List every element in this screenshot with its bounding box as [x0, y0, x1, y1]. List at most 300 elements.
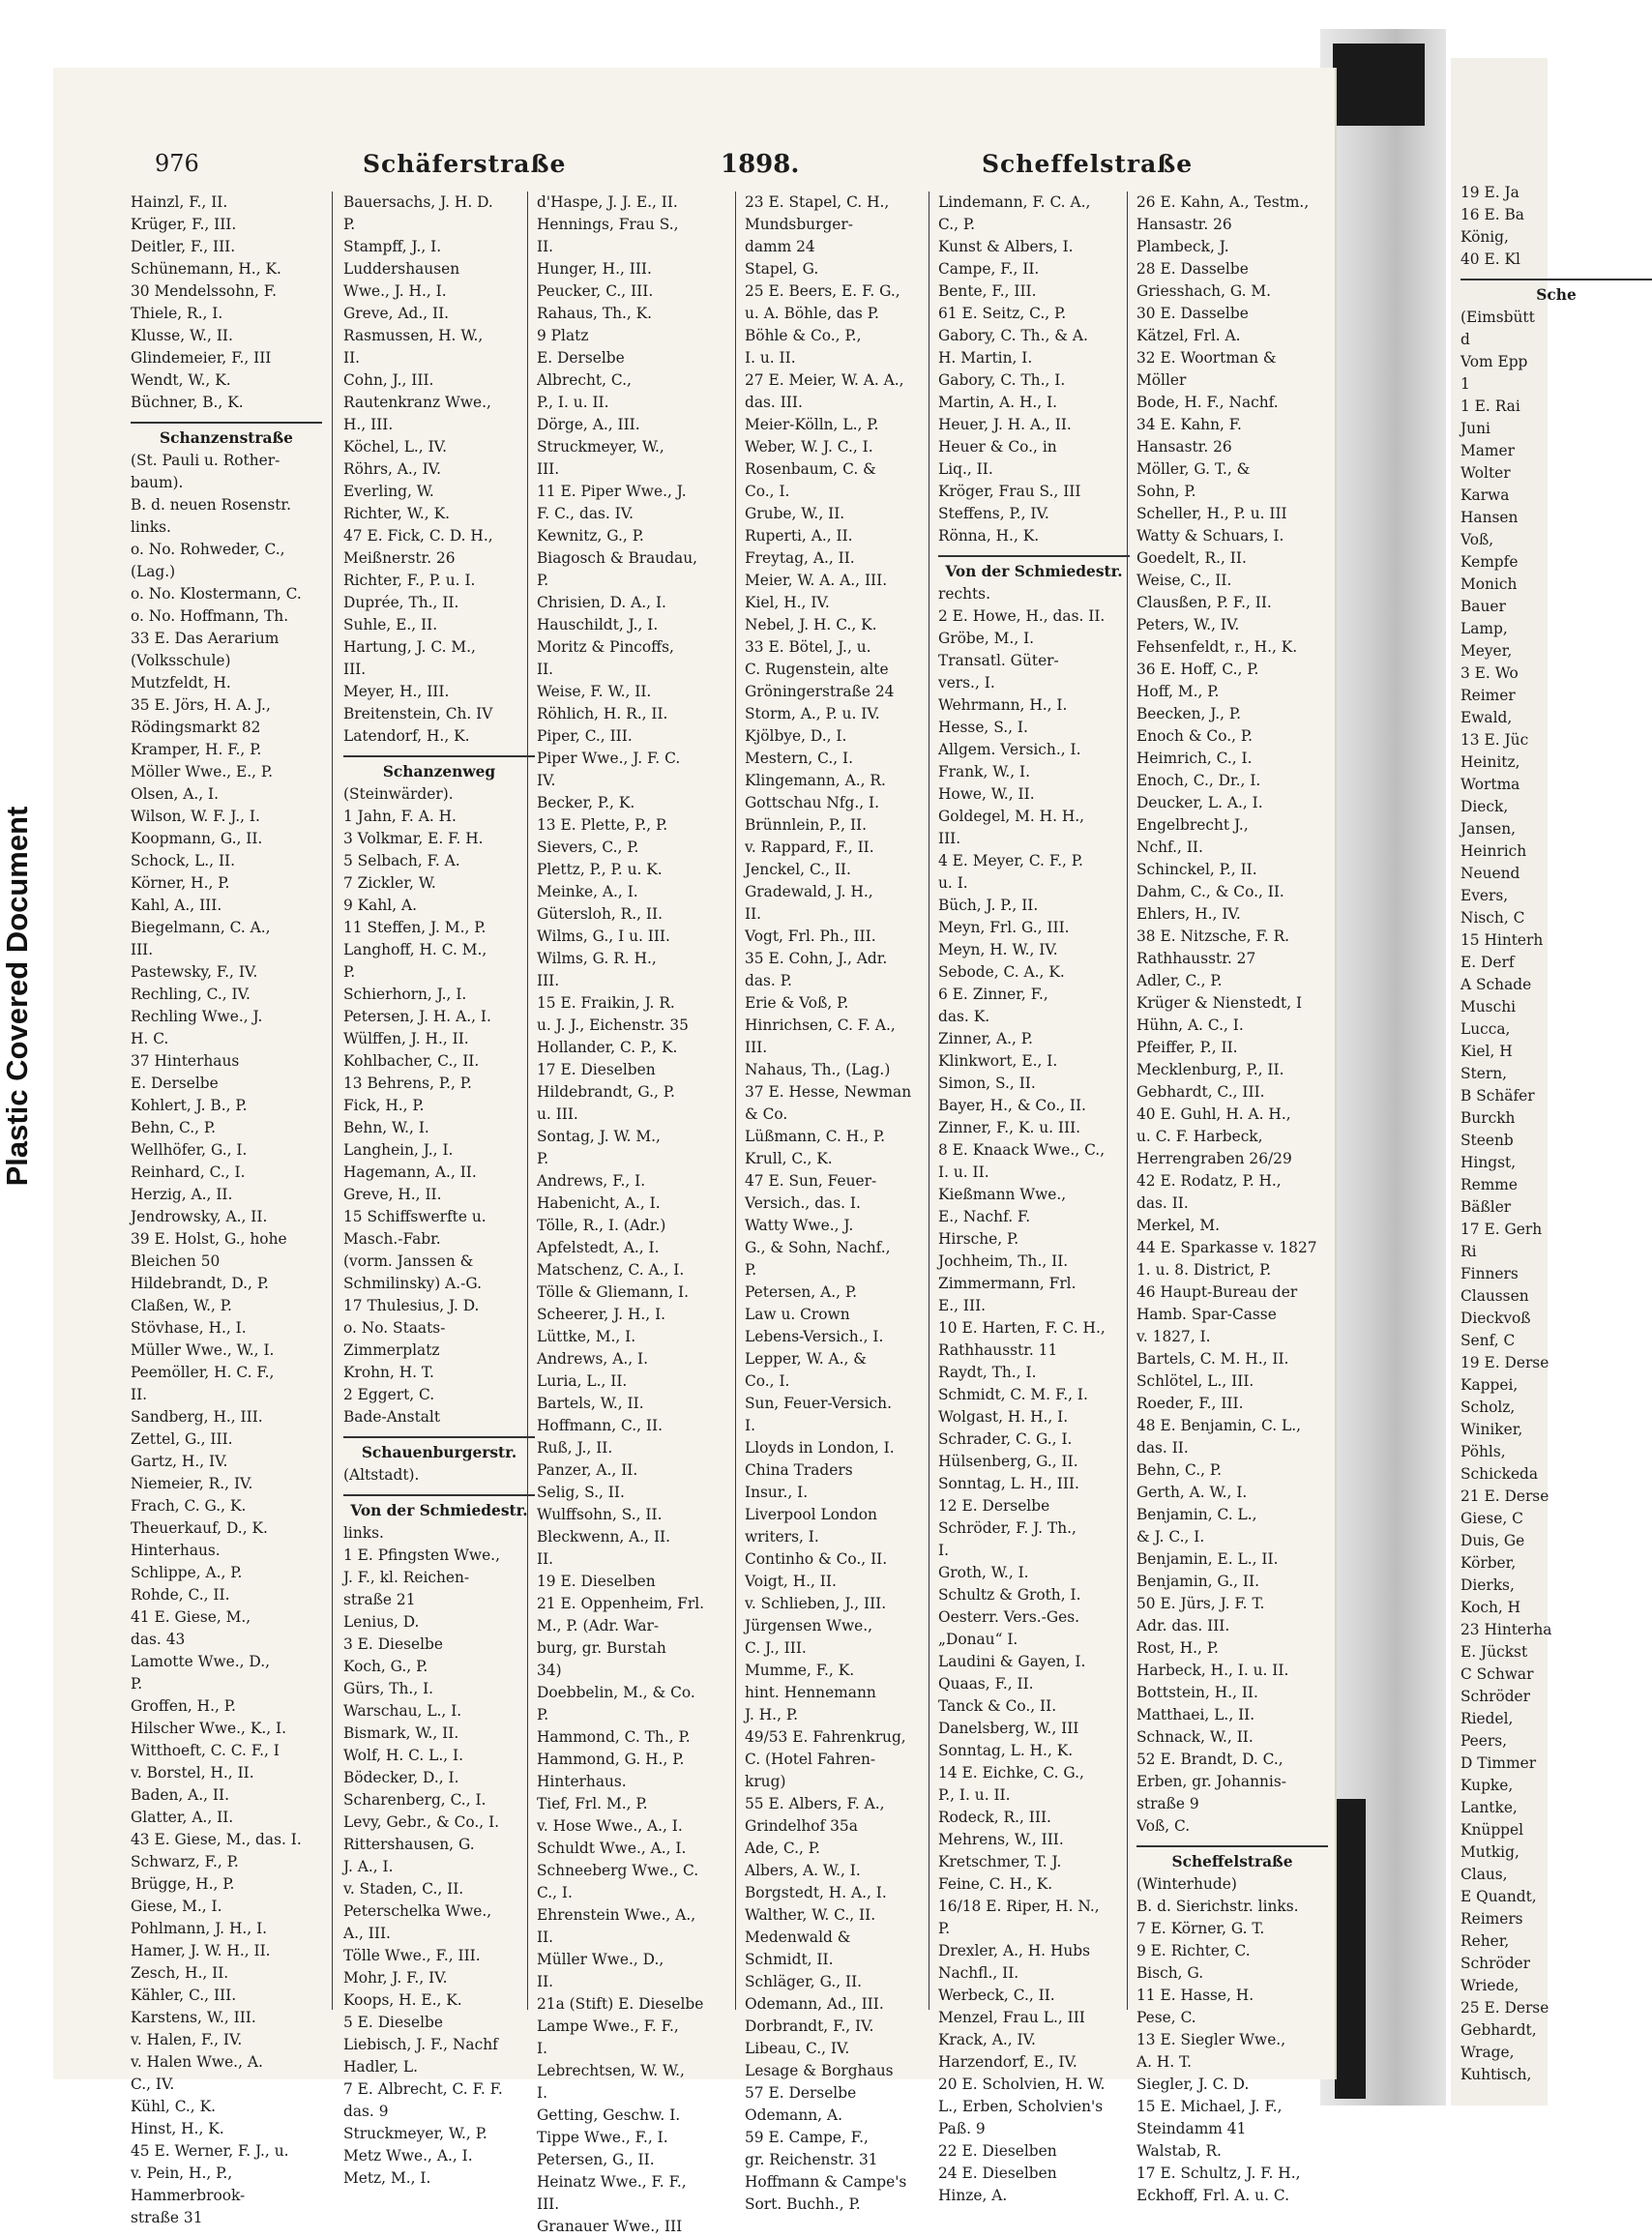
- directory-entry: links.: [343, 1524, 384, 1542]
- directory-entry: Struckmeyer, W.,: [537, 438, 664, 456]
- directory-entry: 14 E. Eichke, C. G.,: [938, 1764, 1084, 1782]
- directory-entry: Odemann, Ad., III.: [745, 1995, 884, 2013]
- directory-entry: Weise, C., II.: [1136, 572, 1232, 589]
- directory-entry: 50 E. Jürs, J. F. T.: [1136, 1595, 1265, 1612]
- directory-entry: F. C., das. IV.: [537, 505, 634, 522]
- directory-entry: Frank, W., I.: [938, 763, 1031, 780]
- directory-entry: Laudini & Gayen, I.: [938, 1653, 1086, 1670]
- directory-entry: P., I. u. II.: [938, 1786, 1011, 1804]
- directory-entry: Simon, S., II.: [938, 1075, 1036, 1092]
- directory-entry: Meyn, H. W., IV.: [938, 941, 1058, 958]
- directory-entry: Nisch, C: [1460, 909, 1525, 927]
- directory-entry: 40 E. Kl: [1460, 250, 1520, 268]
- directory-entry: (St. Pauli u. Rother-: [131, 452, 280, 469]
- directory-entry: Mestern, C., I.: [745, 750, 853, 767]
- directory-entry: Bleichen 50: [131, 1252, 221, 1270]
- directory-entry: Bisch, G.: [1136, 1964, 1204, 1982]
- directory-entry: E. Derf: [1460, 954, 1515, 971]
- directory-entry: Bartels, C. M. H., II.: [1136, 1350, 1289, 1368]
- directory-entry: III.: [537, 972, 560, 989]
- directory-entry: 34): [537, 1662, 562, 1679]
- directory-entry: Stapel, G.: [745, 260, 819, 278]
- directory-entry: Adler, C., P.: [1136, 972, 1223, 989]
- directory-entry: Libeau, C., IV.: [745, 2040, 850, 2057]
- directory-entry: 46 Haupt-Bureau der: [1136, 1283, 1298, 1301]
- directory-entry: Rodeck, R., III.: [938, 1809, 1051, 1826]
- directory-entry: Medenwald &: [745, 1929, 851, 1946]
- directory-entry: Merkel, M.: [1136, 1217, 1221, 1234]
- directory-entry: Plambeck, J.: [1136, 238, 1229, 255]
- directory-entry: Danelsberg, W., III: [938, 1720, 1079, 1737]
- directory-entry: 10 E. Harten, F. C. H.,: [938, 1319, 1106, 1337]
- directory-entry: 23 Hinterha: [1460, 1621, 1552, 1638]
- directory-entry: Petersen, A., P.: [745, 1283, 858, 1301]
- directory-entry: 2 Eggert, C.: [343, 1386, 435, 1403]
- directory-entry: Lenius, D.: [343, 1613, 420, 1631]
- directory-entry: Claussen: [1460, 1287, 1529, 1305]
- directory-entry: Hauschildt, J., I.: [537, 616, 659, 633]
- directory-entry: o. No. Staats-: [343, 1319, 446, 1337]
- directory-entry: Lüttke, M., I.: [537, 1328, 636, 1345]
- directory-entry: 13 E. Plette, P., P.: [537, 816, 668, 834]
- scanner-edge-top: [1333, 44, 1425, 126]
- directory-entry: Gütersloh, R., II.: [537, 905, 663, 923]
- directory-entry: Vom Epp: [1460, 353, 1528, 370]
- directory-entry: „Donau“ I.: [938, 1631, 1018, 1648]
- directory-entry: Rechling, C., IV.: [131, 986, 251, 1003]
- directory-entry: Rödingsmarkt 82: [131, 719, 261, 736]
- directory-entry: 16/18 E. Riper, H. N.,: [938, 1898, 1100, 1915]
- directory-entry: Petersen, G., II.: [537, 2151, 655, 2168]
- directory-entry: Kohlert, J. B., P.: [131, 1097, 248, 1114]
- section-heading: Schanzenstraße: [131, 422, 322, 450]
- directory-entry: (Eimsbütt: [1460, 309, 1535, 326]
- directory-entry: 26 E. Kahn, A., Testm.,: [1136, 193, 1310, 211]
- directory-entry: Tölle, R., I. (Adr.): [537, 1217, 666, 1234]
- directory-entry: 1 E. Rai: [1460, 398, 1520, 415]
- directory-entry: Glatter, A., II.: [131, 1809, 234, 1826]
- directory-entry: Drexler, A., H. Hubs: [938, 1942, 1091, 1959]
- directory-entry: Raydt, Th., I.: [938, 1364, 1037, 1381]
- directory-entry: Sonntag, L. H., K.: [938, 1742, 1074, 1759]
- directory-entry: Benjamin, G., II.: [1136, 1573, 1259, 1590]
- directory-entry: C., I.: [537, 1884, 573, 1901]
- directory-entry: 42 E. Rodatz, P. H.,: [1136, 1172, 1282, 1190]
- directory-entry: M., P. (Adr. War-: [537, 1617, 660, 1634]
- directory-entry: Rathhausstr. 27: [1136, 950, 1256, 967]
- directory-entry: Dierks,: [1460, 1576, 1515, 1594]
- directory-entry: Winiker,: [1460, 1421, 1523, 1438]
- page-header: [53, 150, 1243, 189]
- directory-entry: Scharenberg, C., I.: [343, 1791, 487, 1809]
- directory-entry: Gradewald, J. H.,: [745, 883, 873, 900]
- directory-entry: Bäßler: [1460, 1198, 1512, 1216]
- directory-entry: Bismark, W., II.: [343, 1724, 459, 1742]
- directory-entry: Andrews, A., I.: [537, 1350, 648, 1368]
- directory-entry: Grube, W., II.: [745, 505, 845, 522]
- directory-entry: Riedel,: [1460, 1710, 1514, 1727]
- directory-entry: Meyer, H., III.: [343, 683, 450, 700]
- directory-entry: Schmidt, C. M. F., I.: [938, 1386, 1088, 1403]
- directory-entry: 21a (Stift) E. Dieselbe: [537, 1995, 704, 2013]
- directory-entry: Kiel, H., IV.: [745, 594, 830, 611]
- directory-entry: Granauer Wwe., III: [537, 2218, 683, 2235]
- directory-entry: Hansastr. 26: [1136, 216, 1232, 233]
- directory-entry: Koch, H: [1460, 1599, 1521, 1616]
- column-divider: [332, 191, 333, 2010]
- directory-entry: Wolter: [1460, 464, 1511, 482]
- directory-entry: P.: [343, 216, 356, 233]
- directory-entry: Meyer,: [1460, 642, 1513, 660]
- directory-entry: Hoffmann, C., II.: [537, 1417, 663, 1434]
- directory-entry: Reimers: [1460, 1910, 1523, 1928]
- directory-entry: Weise, F. W., II.: [537, 683, 652, 700]
- directory-entry: E. Jückst: [1460, 1643, 1528, 1661]
- directory-entry: Chrisien, D. A., I.: [537, 594, 666, 611]
- directory-entry: Vogt, Frl. Ph., III.: [745, 928, 876, 945]
- directory-entry: Nahaus, Th., (Lag.): [745, 1061, 891, 1078]
- directory-entry: Kähler, C., III.: [131, 1987, 237, 2004]
- directory-entry: Erie & Voß, P.: [745, 994, 849, 1012]
- directory-entry: Behn, C., P.: [1136, 1461, 1223, 1479]
- directory-entry: Herrengraben 26/29: [1136, 1150, 1292, 1167]
- directory-entry: 25 E. Derse: [1460, 1999, 1549, 2017]
- directory-entry: Panzer, A., II.: [537, 1461, 638, 1479]
- directory-entry: 13 Behrens, P., P.: [343, 1075, 472, 1092]
- directory-entry: Hammond, G. H., P.: [537, 1751, 685, 1768]
- directory-entry: Nachfl., II.: [938, 1964, 1019, 1982]
- directory-entry: Gottschau Nfg., I.: [745, 794, 880, 811]
- directory-entry: Kiel, H: [1460, 1043, 1513, 1060]
- directory-entry: Menzel, Frau L., III: [938, 2009, 1085, 2026]
- directory-entry: Freytag, A., II.: [745, 549, 855, 567]
- directory-entry: Wolgast, H. H., I.: [938, 1408, 1069, 1426]
- directory-entry: Schuldt Wwe., A., I.: [537, 1840, 687, 1857]
- directory-entry: 16 E. Ba: [1460, 206, 1524, 223]
- directory-entry: Möller, G. T., &: [1136, 460, 1251, 478]
- directory-entry: Bauersachs, J. H. D.: [343, 193, 493, 211]
- directory-entry: Kappei,: [1460, 1376, 1519, 1394]
- directory-entry: Remme: [1460, 1176, 1518, 1193]
- directory-entry: Bayer, H., & Co., II.: [938, 1097, 1086, 1114]
- directory-entry: Peters, W., IV.: [1136, 616, 1240, 633]
- directory-entry: 32 E. Woortman &: [1136, 349, 1277, 367]
- directory-entry: P., I. u. II.: [537, 394, 609, 411]
- directory-entry: Clausßen, P. F., II.: [1136, 594, 1272, 611]
- directory-entry: burg, gr. Burstah: [537, 1639, 666, 1657]
- directory-entry: Sebode, C. A., K.: [938, 963, 1065, 981]
- directory-entry: Greve, H., II.: [343, 1186, 442, 1203]
- directory-entry: Karwa: [1460, 486, 1510, 504]
- directory-entry: Finners: [1460, 1265, 1519, 1282]
- directory-entry: Behn, W., I.: [343, 1119, 429, 1136]
- directory-entry: Klinkwort, E., I.: [938, 1052, 1058, 1070]
- directory-entry: Hagemann, A., II.: [343, 1163, 477, 1181]
- directory-entry: Pese, C.: [1136, 2009, 1196, 2026]
- directory-entry: Stampff, J., I.: [343, 238, 442, 255]
- directory-entry: Dieckvoß: [1460, 1310, 1531, 1327]
- directory-entry: Lamotte Wwe., D.,: [131, 1653, 270, 1670]
- directory-entry: Bauer: [1460, 598, 1506, 615]
- directory-entry: A Schade: [1460, 976, 1532, 993]
- directory-entry: Heuer & Co., in: [938, 438, 1057, 456]
- directory-entry: H. Martin, I.: [938, 349, 1033, 367]
- directory-entry: 12 E. Derselbe: [938, 1497, 1050, 1515]
- directory-entry: Thiele, R., I.: [131, 305, 223, 322]
- directory-entry: Rittershausen, G.: [343, 1836, 475, 1853]
- directory-entry: Bade-Anstalt: [343, 1408, 441, 1426]
- directory-entry: Struckmeyer, W., P.: [343, 2125, 487, 2142]
- directory-entry: E., III.: [938, 1297, 987, 1314]
- directory-entry: C., P.: [938, 216, 976, 233]
- directory-entry: Adr. das. III.: [1136, 1617, 1230, 1634]
- directory-entry: Kewnitz, G., P.: [537, 527, 644, 545]
- directory-entry: B. d. Sierichstr. links.: [1136, 1898, 1299, 1915]
- directory-entry: Tölle Wwe., F., III.: [343, 1947, 481, 1964]
- directory-entry: B Schäfer: [1460, 1087, 1535, 1104]
- directory-entry: Gröbe, M., I.: [938, 630, 1035, 647]
- column-divider: [735, 191, 736, 2010]
- directory-entry: Müller Wwe., W., I.: [131, 1341, 275, 1359]
- directory-entry: Zinner, A., P.: [938, 1030, 1033, 1047]
- directory-entry: Richter, W., K.: [343, 505, 450, 522]
- directory-entry: Wolf, H. C. L., I.: [343, 1747, 463, 1764]
- directory-entry: P.: [537, 1150, 549, 1167]
- directory-entry: Kempfe: [1460, 553, 1519, 571]
- directory-entry: Campe, F., II.: [938, 260, 1040, 278]
- directory-entry: Lampe Wwe., F. F.,: [537, 2017, 679, 2035]
- directory-entry: Wilms, G. R. H.,: [537, 950, 657, 967]
- directory-entry: Jansen,: [1460, 820, 1517, 838]
- directory-entry: Peemöller, H. C. F.,: [131, 1364, 275, 1381]
- directory-entry: Hingst,: [1460, 1154, 1517, 1171]
- directory-entry: Burckh: [1460, 1109, 1516, 1127]
- directory-entry: A. H. T.: [1136, 2053, 1192, 2071]
- directory-entry: Hoffmann & Campe's: [745, 2173, 907, 2191]
- directory-entry: Wilms, G., I u. III.: [537, 928, 670, 945]
- directory-entry: 30 E. Dasselbe: [1136, 305, 1249, 322]
- directory-entry: 17 E. Dieselben: [537, 1061, 656, 1078]
- directory-entry: 3 E. Wo: [1460, 664, 1519, 682]
- directory-entry: 11 E. Piper Wwe., J.: [537, 483, 687, 500]
- directory-entry: Böhle & Co., P.,: [745, 327, 862, 344]
- directory-entry: Everling, W.: [343, 483, 434, 500]
- directory-entry: das. K.: [938, 1008, 990, 1025]
- directory-entry: Scheerer, J. H., I.: [537, 1306, 666, 1323]
- directory-entry: Wilson, W. F. J., I.: [131, 808, 260, 825]
- directory-entry: Goldegel, M. H. H.,: [938, 808, 1085, 825]
- directory-entry: Kunst & Albers, I.: [938, 238, 1074, 255]
- directory-entry: Gartz, H., IV.: [131, 1453, 228, 1470]
- directory-entry: Klingemann, A., R.: [745, 772, 886, 789]
- directory-entry: v. Pein, H., P.,: [131, 2164, 233, 2182]
- directory-entry: 13 E. Siegler Wwe.,: [1136, 2031, 1286, 2048]
- directory-entry: d: [1460, 331, 1470, 348]
- directory-entry: 21 E. Derse: [1460, 1487, 1549, 1505]
- directory-entry: Niemeier, R., IV.: [131, 1475, 253, 1492]
- directory-entry: Krohn, H. T.: [343, 1364, 434, 1381]
- directory-entry: Grindelhof 35a: [745, 1817, 858, 1835]
- directory-entry: Hilscher Wwe., K., I.: [131, 1720, 286, 1737]
- directory-entry: Meier-Kölln, L., P.: [745, 416, 879, 433]
- directory-entry: 9 E. Richter, C.: [1136, 1942, 1251, 1959]
- directory-entry: Groffen, H., P.: [131, 1697, 236, 1715]
- directory-entry: J. F., kl. Reichen-: [343, 1569, 470, 1586]
- directory-entry: Sonntag, L. H., III.: [938, 1475, 1079, 1492]
- directory-entry: 3 Volkmar, E. F. H.: [343, 830, 484, 847]
- directory-entry: Suhle, E., II.: [343, 616, 438, 633]
- directory-entry: Quaas, F., II.: [938, 1675, 1034, 1693]
- scanner-edge-bottom: [1335, 1799, 1366, 2099]
- directory-entry: Becker, P., K.: [537, 794, 635, 811]
- directory-entry: Zesch, H., II.: [131, 1964, 229, 1982]
- directory-entry: u. C. F. Harbeck,: [1136, 1128, 1263, 1145]
- directory-entry: Watty Wwe., J.: [745, 1217, 854, 1234]
- directory-entry: C. (Hotel Fahren-: [745, 1751, 876, 1768]
- directory-entry: Cohn, J., III.: [343, 371, 434, 389]
- directory-entry: Koopmann, G., II.: [131, 830, 263, 847]
- directory-entry: Biagosch & Braudau,: [537, 549, 698, 567]
- directory-entry: P.: [537, 572, 549, 589]
- directory-entry: Giese, C: [1460, 1510, 1523, 1527]
- directory-entry: Hamer, J. W. H., II.: [131, 1942, 271, 1959]
- section-heading: Schanzenweg: [343, 755, 535, 783]
- directory-entry: Schinckel, P., II.: [1136, 861, 1257, 878]
- directory-entry: (Altstadt).: [343, 1466, 420, 1484]
- directory-entry: 17 E. Schultz, J. F. H.,: [1136, 2164, 1301, 2182]
- directory-entry: Schmilinsky) A.-G.: [343, 1275, 483, 1292]
- directory-entry: I.: [745, 1417, 755, 1434]
- directory-entry: Mumme, F., K.: [745, 1662, 855, 1679]
- directory-entry: Steffens, P., IV.: [938, 505, 1049, 522]
- directory-entry: Peterschelka Wwe.,: [343, 1902, 492, 1920]
- directory-entry: Muschi: [1460, 998, 1517, 1016]
- directory-entry: Peucker, C., III.: [537, 282, 654, 300]
- directory-entry: E. Derselbe: [131, 1075, 219, 1092]
- directory-column-4: [745, 191, 936, 2216]
- directory-entry: Tanck & Co., II.: [938, 1697, 1057, 1715]
- directory-entry: 37 E. Hesse, Newman: [745, 1083, 912, 1101]
- directory-entry: v. Schlieben, J., III.: [745, 1595, 887, 1612]
- directory-entry: Liverpool London: [745, 1506, 877, 1523]
- directory-entry: III.: [131, 941, 154, 958]
- directory-entry: Hartung, J. C. M.,: [343, 638, 476, 656]
- directory-entry: Dahm, C., & Co., II.: [1136, 883, 1284, 900]
- directory-entry: Kröger, Frau S., III: [938, 483, 1081, 500]
- directory-entry: Schlippe, A., P.: [131, 1564, 243, 1581]
- directory-entry: 20 E. Scholvien, H. W.: [938, 2076, 1106, 2093]
- directory-entry: II.: [537, 238, 554, 255]
- directory-entry: Kätzel, Frl. A.: [1136, 327, 1241, 344]
- directory-entry: Liebisch, J. F., Nachf: [343, 2036, 498, 2053]
- directory-entry: Gabory, C. Th., & A.: [938, 327, 1088, 344]
- directory-entry: II.: [537, 661, 554, 678]
- directory-entry: 25 E. Beers, E. F. G.,: [745, 282, 900, 300]
- directory-entry: Lamp,: [1460, 620, 1508, 637]
- directory-entry: Claßen, W., P.: [131, 1297, 232, 1314]
- directory-entry: Schläger, G., II.: [745, 1973, 863, 1990]
- directory-entry: Deucker, L. A., I.: [1136, 794, 1263, 811]
- directory-entry: Fehsenfeldt, r., H., K.: [1136, 638, 1298, 656]
- directory-entry: 44 E. Sparkasse v. 1827: [1136, 1239, 1317, 1256]
- directory-entry: das. III.: [745, 394, 803, 411]
- directory-entry: Wwe., J. H., I.: [343, 282, 447, 300]
- directory-entry: 15 Schiffswerfte u.: [343, 1208, 487, 1225]
- directory-entry: Wriede,: [1460, 1977, 1519, 1994]
- directory-entry: Büchner, B., K.: [131, 394, 244, 411]
- directory-entry: Apfelstedt, A., I.: [537, 1239, 660, 1256]
- side-label: Plastic Covered Document: [0, 806, 34, 1187]
- directory-entry: 49/53 E. Fahrenkrug,: [745, 1728, 906, 1746]
- directory-entry: Lepper, W. A., &: [745, 1350, 867, 1368]
- directory-entry: Theuerkauf, D., K.: [131, 1519, 268, 1537]
- directory-entry: Tölle & Gliemann, I.: [537, 1283, 689, 1301]
- directory-entry: II.: [537, 1973, 554, 1990]
- directory-entry: Duprée, Th., II.: [343, 594, 459, 611]
- directory-entry: Richter, F., P. u. I.: [343, 572, 476, 589]
- directory-entry: Law u. Crown: [745, 1306, 850, 1323]
- directory-entry: Monich: [1460, 575, 1518, 593]
- directory-entry: Co., I.: [745, 483, 790, 500]
- directory-entry: Langhoff, H. C. M.,: [343, 941, 487, 958]
- directory-entry: Peers,: [1460, 1732, 1508, 1750]
- directory-entry: 4 E. Meyer, C. F., P.: [938, 852, 1083, 869]
- directory-entry: 11 Steffen, J. M., P.: [343, 919, 487, 936]
- directory-entry: Koch, G., P.: [343, 1658, 428, 1675]
- directory-entry: Baden, A., II.: [131, 1786, 229, 1804]
- directory-entry: Kühl, C., K.: [131, 2098, 216, 2115]
- directory-entry: Jenckel, C., II.: [745, 861, 851, 878]
- directory-entry: Mutkig,: [1460, 1843, 1519, 1861]
- directory-entry: Stern,: [1460, 1065, 1507, 1082]
- directory-entry: Hunger, H., III.: [537, 260, 652, 278]
- directory-entry: Rautenkranz Wwe.,: [343, 394, 491, 411]
- directory-entry: straße 31: [131, 2209, 203, 2226]
- directory-entry: Enoch, C., Dr., I.: [1136, 772, 1261, 789]
- directory-entry: Griesshach, G. M.: [1136, 282, 1272, 300]
- directory-entry: Storm, A., P. u. IV.: [745, 705, 880, 722]
- directory-entry: Oesterr. Vers.-Ges.: [938, 1608, 1080, 1626]
- directory-entry: I. u. II.: [745, 349, 796, 367]
- directory-entry: Schickeda: [1460, 1465, 1539, 1483]
- directory-entry: Scholz,: [1460, 1399, 1516, 1416]
- directory-entry: Ehlers, H., IV.: [1136, 905, 1241, 923]
- directory-entry: Frach, C. G., K.: [131, 1497, 247, 1515]
- directory-entry: Harbeck, H., I. u. II.: [1136, 1662, 1289, 1679]
- directory-column-5: [938, 191, 1130, 2207]
- directory-entry: Hansen: [1460, 509, 1519, 526]
- directory-entry: Kupke,: [1460, 1777, 1514, 1794]
- directory-entry: Mamer: [1460, 442, 1515, 459]
- directory-entry: Engelbrecht J.,: [1136, 816, 1249, 834]
- directory-entry: Schlötel, L., III.: [1136, 1372, 1254, 1390]
- directory-entry: I.: [537, 2084, 547, 2102]
- adjacent-page-column: [1460, 182, 1652, 2086]
- directory-entry: Schrader, C. G., I.: [938, 1430, 1073, 1448]
- directory-entry: Lebrechtsen, W. W.,: [537, 2062, 685, 2079]
- directory-entry: krug): [745, 1773, 786, 1790]
- directory-entry: P.: [343, 963, 356, 981]
- directory-entry: Bottstein, H., II.: [1136, 1684, 1258, 1701]
- directory-entry: Warschau, L., I.: [343, 1702, 462, 1720]
- directory-entry: Ruß, J., II.: [537, 1439, 613, 1457]
- directory-entry: Zimmermann, Frl.: [938, 1275, 1077, 1292]
- header-year: 1898.: [721, 150, 800, 179]
- directory-entry: Brünnlein, P., II.: [745, 816, 868, 834]
- directory-entry: Breitenstein, Ch. IV: [343, 705, 493, 722]
- directory-entry: 36 E. Hoff, C., P.: [1136, 661, 1259, 678]
- directory-entry: Fick, H., P.: [343, 1097, 425, 1114]
